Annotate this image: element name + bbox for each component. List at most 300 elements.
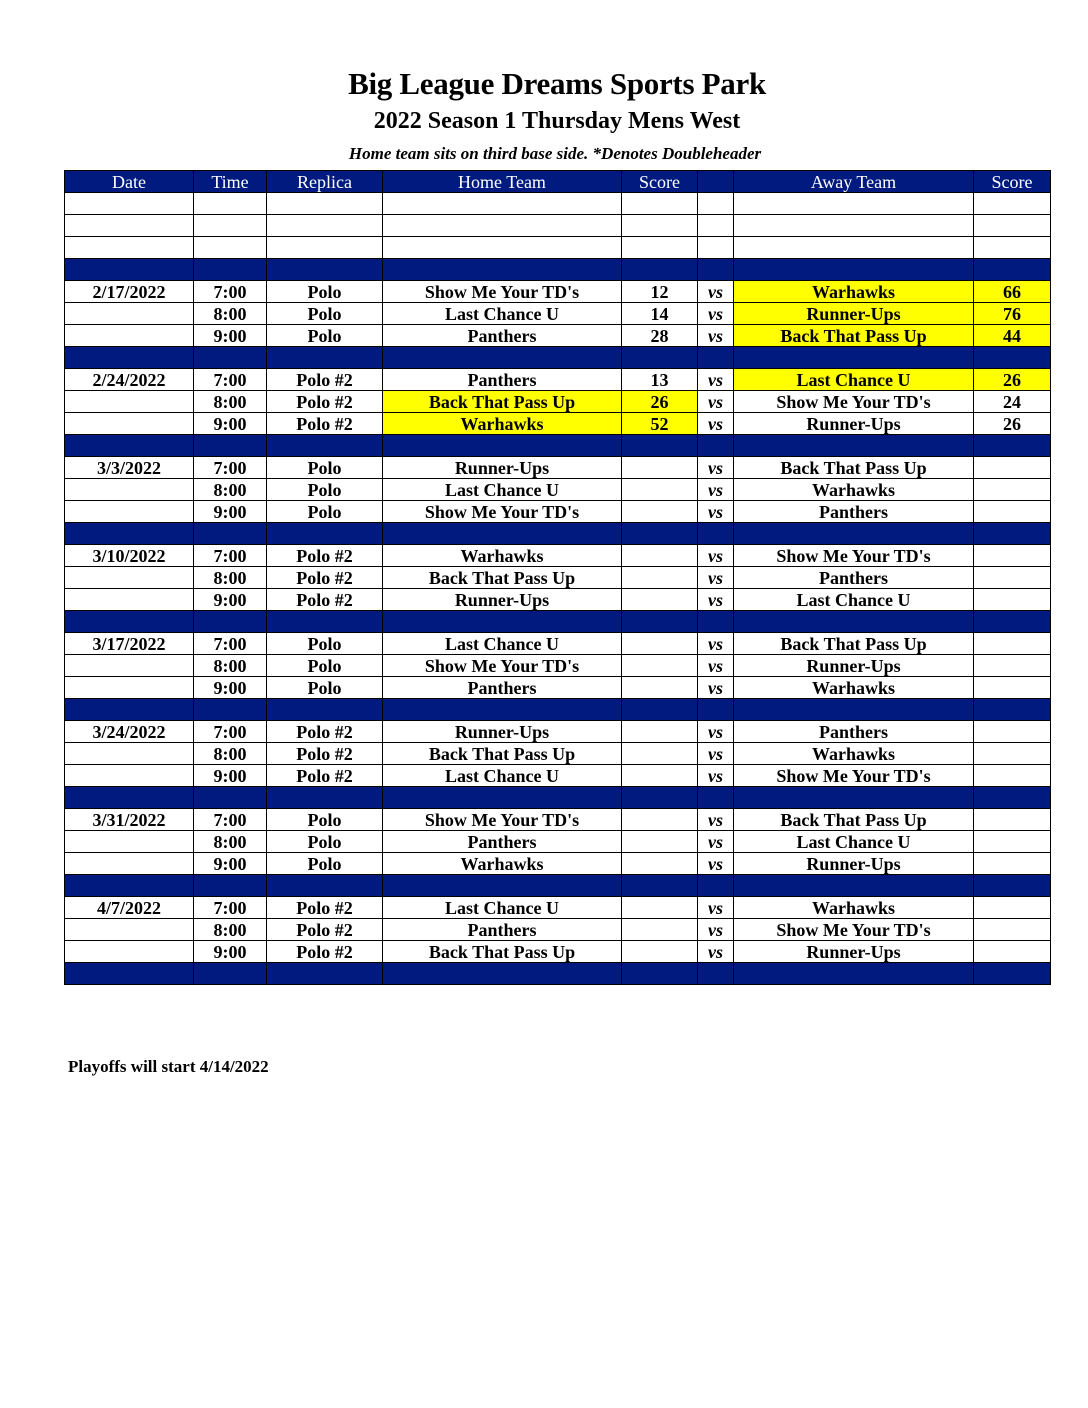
time-cell: 8:00 bbox=[194, 655, 267, 677]
vs-cell: vs bbox=[698, 721, 734, 743]
date-cell bbox=[65, 875, 194, 897]
column-header-date: Date bbox=[65, 171, 194, 193]
game-row bbox=[65, 413, 1051, 435]
time-cell bbox=[194, 963, 267, 985]
home-team-cell: Panthers bbox=[383, 677, 622, 699]
time-cell: 9:00 bbox=[194, 589, 267, 611]
separator-row bbox=[65, 787, 1051, 809]
time-cell: 7:00 bbox=[194, 809, 267, 831]
replica-cell: Polo bbox=[267, 281, 383, 303]
away-team-cell: Back That Pass Up bbox=[734, 325, 974, 347]
date-cell bbox=[65, 941, 194, 963]
date-cell bbox=[65, 193, 194, 215]
time-cell: 7:00 bbox=[194, 897, 267, 919]
away-score-cell: 24 bbox=[974, 391, 1051, 413]
home-team-cell: Runner-Ups bbox=[383, 589, 622, 611]
home-score-cell: 28 bbox=[622, 325, 698, 347]
home-team-cell: Show Me Your TD's bbox=[383, 281, 622, 303]
vs-cell: vs bbox=[698, 633, 734, 655]
date-cell bbox=[65, 589, 194, 611]
replica-cell: Polo bbox=[267, 479, 383, 501]
home-team-cell bbox=[383, 215, 622, 237]
game-row bbox=[65, 677, 1051, 699]
vs-cell: vs bbox=[698, 809, 734, 831]
game-row bbox=[65, 545, 1051, 567]
vs-cell bbox=[698, 259, 734, 281]
vs-cell: vs bbox=[698, 765, 734, 787]
home-team-cell: Last Chance U bbox=[383, 897, 622, 919]
away-score-cell bbox=[974, 479, 1051, 501]
home-score-cell bbox=[622, 831, 698, 853]
away-score-cell bbox=[974, 259, 1051, 281]
home-score-cell bbox=[622, 479, 698, 501]
away-team-cell: Runner-Ups bbox=[734, 413, 974, 435]
time-cell: 9:00 bbox=[194, 853, 267, 875]
game-row bbox=[65, 589, 1051, 611]
away-team-cell: Panthers bbox=[734, 567, 974, 589]
home-score-cell bbox=[622, 787, 698, 809]
away-score-cell bbox=[974, 787, 1051, 809]
time-cell bbox=[194, 259, 267, 281]
replica-cell bbox=[267, 435, 383, 457]
away-team-cell: Warhawks bbox=[734, 479, 974, 501]
away-score-cell bbox=[974, 743, 1051, 765]
home-score-cell bbox=[622, 457, 698, 479]
date-cell: 3/31/2022 bbox=[65, 809, 194, 831]
separator-row bbox=[65, 875, 1051, 897]
home-team-cell bbox=[383, 699, 622, 721]
time-cell: 8:00 bbox=[194, 919, 267, 941]
date-cell bbox=[65, 963, 194, 985]
home-team-cell bbox=[383, 237, 622, 259]
away-score-cell bbox=[974, 941, 1051, 963]
away-score-cell bbox=[974, 919, 1051, 941]
home-score-cell bbox=[622, 347, 698, 369]
vs-cell: vs bbox=[698, 567, 734, 589]
schedule-note: Home team sits on third base side. *Denotes Doubleheader bbox=[348, 144, 762, 163]
game-row bbox=[65, 391, 1051, 413]
vs-cell: vs bbox=[698, 281, 734, 303]
vs-cell: vs bbox=[698, 831, 734, 853]
away-team-cell: Last Chance U bbox=[734, 589, 974, 611]
vs-cell: vs bbox=[698, 743, 734, 765]
date-cell bbox=[65, 479, 194, 501]
replica-cell bbox=[267, 787, 383, 809]
home-score-cell bbox=[622, 545, 698, 567]
time-cell bbox=[194, 435, 267, 457]
vs-cell bbox=[698, 875, 734, 897]
home-score-cell bbox=[622, 809, 698, 831]
home-score-cell bbox=[622, 259, 698, 281]
home-score-cell bbox=[622, 853, 698, 875]
away-score-cell bbox=[974, 963, 1051, 985]
away-team-cell bbox=[734, 611, 974, 633]
replica-cell: Polo #2 bbox=[267, 589, 383, 611]
time-cell: 7:00 bbox=[194, 457, 267, 479]
date-cell bbox=[65, 413, 194, 435]
time-cell: 9:00 bbox=[194, 765, 267, 787]
home-score-cell bbox=[622, 237, 698, 259]
date-cell bbox=[65, 699, 194, 721]
home-team-cell: Panthers bbox=[383, 325, 622, 347]
replica-cell: Polo #2 bbox=[267, 765, 383, 787]
home-team-cell: Back That Pass Up bbox=[383, 941, 622, 963]
vs-cell: vs bbox=[698, 853, 734, 875]
away-team-cell bbox=[734, 215, 974, 237]
time-cell bbox=[194, 347, 267, 369]
replica-cell: Polo #2 bbox=[267, 567, 383, 589]
away-team-cell bbox=[734, 787, 974, 809]
away-score-cell: 26 bbox=[974, 413, 1051, 435]
away-score-cell: 26 bbox=[974, 369, 1051, 391]
replica-cell: Polo bbox=[267, 325, 383, 347]
column-header-home-team: Home Team bbox=[383, 171, 622, 193]
date-cell bbox=[65, 501, 194, 523]
replica-cell: Polo #2 bbox=[267, 743, 383, 765]
time-cell: 9:00 bbox=[194, 501, 267, 523]
replica-cell bbox=[267, 237, 383, 259]
away-score-cell bbox=[974, 589, 1051, 611]
schedule-body bbox=[65, 193, 1051, 985]
away-team-cell: Panthers bbox=[734, 721, 974, 743]
home-team-cell bbox=[383, 435, 622, 457]
date-cell: 2/17/2022 bbox=[65, 281, 194, 303]
home-team-cell: Last Chance U bbox=[383, 479, 622, 501]
away-score-cell bbox=[974, 501, 1051, 523]
game-row bbox=[65, 479, 1051, 501]
vs-cell: vs bbox=[698, 941, 734, 963]
time-cell bbox=[194, 237, 267, 259]
replica-cell: Polo bbox=[267, 831, 383, 853]
date-cell bbox=[65, 237, 194, 259]
blank-row bbox=[65, 215, 1051, 237]
date-cell bbox=[65, 303, 194, 325]
away-team-cell: Warhawks bbox=[734, 743, 974, 765]
game-row bbox=[65, 941, 1051, 963]
home-score-cell bbox=[622, 589, 698, 611]
blank-row bbox=[65, 237, 1051, 259]
home-team-cell bbox=[383, 787, 622, 809]
column-header-replica: Replica bbox=[267, 171, 383, 193]
playoffs-note: Playoffs will start 4/14/2022 bbox=[68, 1057, 269, 1076]
home-score-cell bbox=[622, 963, 698, 985]
date-cell bbox=[65, 611, 194, 633]
away-score-cell: 76 bbox=[974, 303, 1051, 325]
away-score-cell bbox=[974, 545, 1051, 567]
time-cell: 8:00 bbox=[194, 303, 267, 325]
home-score-cell: 13 bbox=[622, 369, 698, 391]
date-cell bbox=[65, 919, 194, 941]
date-cell: 3/17/2022 bbox=[65, 633, 194, 655]
game-row bbox=[65, 369, 1051, 391]
separator-row bbox=[65, 259, 1051, 281]
away-score-cell bbox=[974, 193, 1051, 215]
home-team-cell: Last Chance U bbox=[383, 303, 622, 325]
home-score-cell bbox=[622, 743, 698, 765]
date-cell bbox=[65, 787, 194, 809]
time-cell: 8:00 bbox=[194, 831, 267, 853]
away-team-cell: Back That Pass Up bbox=[734, 633, 974, 655]
game-row bbox=[65, 501, 1051, 523]
home-team-cell: Runner-Ups bbox=[383, 457, 622, 479]
separator-row bbox=[65, 699, 1051, 721]
home-score-cell bbox=[622, 193, 698, 215]
game-row bbox=[65, 743, 1051, 765]
game-row bbox=[65, 325, 1051, 347]
replica-cell bbox=[267, 215, 383, 237]
home-score-cell bbox=[622, 721, 698, 743]
away-score-cell bbox=[974, 677, 1051, 699]
replica-cell bbox=[267, 193, 383, 215]
away-score-cell bbox=[974, 567, 1051, 589]
vs-cell: vs bbox=[698, 391, 734, 413]
date-cell bbox=[65, 259, 194, 281]
away-team-cell: Panthers bbox=[734, 501, 974, 523]
away-team-cell: Back That Pass Up bbox=[734, 457, 974, 479]
replica-cell: Polo bbox=[267, 677, 383, 699]
column-header-vs bbox=[698, 171, 734, 193]
away-score-cell bbox=[974, 831, 1051, 853]
time-cell: 7:00 bbox=[194, 281, 267, 303]
time-cell: 8:00 bbox=[194, 743, 267, 765]
away-score-cell bbox=[974, 457, 1051, 479]
replica-cell bbox=[267, 875, 383, 897]
vs-cell: vs bbox=[698, 501, 734, 523]
away-team-cell: Runner-Ups bbox=[734, 853, 974, 875]
home-score-cell: 14 bbox=[622, 303, 698, 325]
away-team-cell: Show Me Your TD's bbox=[734, 919, 974, 941]
replica-cell: Polo #2 bbox=[267, 391, 383, 413]
away-team-cell: Last Chance U bbox=[734, 369, 974, 391]
separator-row bbox=[65, 347, 1051, 369]
date-cell: 3/3/2022 bbox=[65, 457, 194, 479]
vs-cell bbox=[698, 611, 734, 633]
game-row bbox=[65, 853, 1051, 875]
vs-cell bbox=[698, 347, 734, 369]
replica-cell: Polo #2 bbox=[267, 919, 383, 941]
game-row bbox=[65, 831, 1051, 853]
schedule-table bbox=[64, 170, 1051, 985]
replica-cell: Polo bbox=[267, 633, 383, 655]
replica-cell: Polo bbox=[267, 303, 383, 325]
date-cell bbox=[65, 215, 194, 237]
separator-row bbox=[65, 963, 1051, 985]
date-cell bbox=[65, 567, 194, 589]
home-team-cell bbox=[383, 347, 622, 369]
time-cell: 9:00 bbox=[194, 325, 267, 347]
home-team-cell: Show Me Your TD's bbox=[383, 655, 622, 677]
home-team-cell: Panthers bbox=[383, 919, 622, 941]
date-cell: 4/7/2022 bbox=[65, 897, 194, 919]
away-team-cell: Show Me Your TD's bbox=[734, 765, 974, 787]
game-row bbox=[65, 721, 1051, 743]
home-score-cell bbox=[622, 611, 698, 633]
date-cell bbox=[65, 677, 194, 699]
home-team-cell bbox=[383, 193, 622, 215]
away-team-cell: Back That Pass Up bbox=[734, 809, 974, 831]
page-title: Big League Dreams Sports Park bbox=[348, 66, 766, 101]
home-team-cell bbox=[383, 523, 622, 545]
game-row bbox=[65, 919, 1051, 941]
game-row bbox=[65, 765, 1051, 787]
time-cell bbox=[194, 215, 267, 237]
replica-cell: Polo #2 bbox=[267, 369, 383, 391]
home-team-cell: Warhawks bbox=[383, 853, 622, 875]
vs-cell bbox=[698, 193, 734, 215]
time-cell: 9:00 bbox=[194, 413, 267, 435]
home-score-cell bbox=[622, 435, 698, 457]
home-team-cell bbox=[383, 875, 622, 897]
replica-cell: Polo #2 bbox=[267, 413, 383, 435]
away-score-cell bbox=[974, 853, 1051, 875]
replica-cell bbox=[267, 611, 383, 633]
away-team-cell: Warhawks bbox=[734, 281, 974, 303]
column-header-home-score: Score bbox=[622, 171, 698, 193]
game-row bbox=[65, 281, 1051, 303]
home-score-cell bbox=[622, 567, 698, 589]
separator-row bbox=[65, 435, 1051, 457]
home-score-cell bbox=[622, 523, 698, 545]
date-cell bbox=[65, 325, 194, 347]
away-team-cell bbox=[734, 875, 974, 897]
replica-cell: Polo bbox=[267, 501, 383, 523]
date-cell bbox=[65, 853, 194, 875]
time-cell bbox=[194, 699, 267, 721]
date-cell: 2/24/2022 bbox=[65, 369, 194, 391]
time-cell bbox=[194, 611, 267, 633]
home-score-cell bbox=[622, 677, 698, 699]
header-row bbox=[65, 171, 1051, 193]
home-team-cell: Show Me Your TD's bbox=[383, 501, 622, 523]
away-team-cell bbox=[734, 699, 974, 721]
away-score-cell bbox=[974, 699, 1051, 721]
column-header-time: Time bbox=[194, 171, 267, 193]
vs-cell: vs bbox=[698, 655, 734, 677]
vs-cell: vs bbox=[698, 325, 734, 347]
vs-cell: vs bbox=[698, 677, 734, 699]
home-team-cell bbox=[383, 963, 622, 985]
replica-cell: Polo #2 bbox=[267, 545, 383, 567]
time-cell bbox=[194, 875, 267, 897]
home-score-cell bbox=[622, 765, 698, 787]
time-cell: 7:00 bbox=[194, 369, 267, 391]
vs-cell bbox=[698, 523, 734, 545]
away-team-cell: Warhawks bbox=[734, 677, 974, 699]
home-score-cell: 52 bbox=[622, 413, 698, 435]
away-score-cell: 44 bbox=[974, 325, 1051, 347]
time-cell bbox=[194, 787, 267, 809]
vs-cell bbox=[698, 215, 734, 237]
away-team-cell bbox=[734, 237, 974, 259]
replica-cell bbox=[267, 347, 383, 369]
away-team-cell bbox=[734, 435, 974, 457]
time-cell bbox=[194, 193, 267, 215]
replica-cell bbox=[267, 963, 383, 985]
date-cell: 3/24/2022 bbox=[65, 721, 194, 743]
page-subtitle: 2022 Season 1 Thursday Mens West bbox=[373, 108, 741, 134]
vs-cell: vs bbox=[698, 369, 734, 391]
away-score-cell bbox=[974, 633, 1051, 655]
home-score-cell bbox=[622, 501, 698, 523]
home-team-cell: Runner-Ups bbox=[383, 721, 622, 743]
home-score-cell bbox=[622, 897, 698, 919]
time-cell: 7:00 bbox=[194, 721, 267, 743]
vs-cell: vs bbox=[698, 479, 734, 501]
home-score-cell bbox=[622, 655, 698, 677]
home-score-cell bbox=[622, 215, 698, 237]
game-row bbox=[65, 303, 1051, 325]
date-cell bbox=[65, 655, 194, 677]
game-row bbox=[65, 655, 1051, 677]
away-score-cell bbox=[974, 347, 1051, 369]
time-cell: 7:00 bbox=[194, 633, 267, 655]
vs-cell bbox=[698, 787, 734, 809]
replica-cell bbox=[267, 699, 383, 721]
away-team-cell bbox=[734, 963, 974, 985]
replica-cell: Polo #2 bbox=[267, 897, 383, 919]
vs-cell: vs bbox=[698, 457, 734, 479]
away-score-cell bbox=[974, 721, 1051, 743]
date-cell bbox=[65, 765, 194, 787]
away-team-cell: Warhawks bbox=[734, 897, 974, 919]
away-team-cell bbox=[734, 523, 974, 545]
home-score-cell bbox=[622, 699, 698, 721]
vs-cell bbox=[698, 699, 734, 721]
game-row bbox=[65, 897, 1051, 919]
away-score-cell bbox=[974, 435, 1051, 457]
home-score-cell bbox=[622, 919, 698, 941]
date-cell bbox=[65, 391, 194, 413]
replica-cell bbox=[267, 523, 383, 545]
game-row bbox=[65, 633, 1051, 655]
home-team-cell: Show Me Your TD's bbox=[383, 809, 622, 831]
away-team-cell: Show Me Your TD's bbox=[734, 391, 974, 413]
away-score-cell bbox=[974, 655, 1051, 677]
home-team-cell: Panthers bbox=[383, 369, 622, 391]
date-cell bbox=[65, 435, 194, 457]
time-cell: 8:00 bbox=[194, 391, 267, 413]
away-score-cell bbox=[974, 765, 1051, 787]
time-cell: 9:00 bbox=[194, 677, 267, 699]
separator-row bbox=[65, 523, 1051, 545]
date-cell bbox=[65, 347, 194, 369]
time-cell: 8:00 bbox=[194, 567, 267, 589]
vs-cell bbox=[698, 237, 734, 259]
home-team-cell bbox=[383, 259, 622, 281]
date-cell: 3/10/2022 bbox=[65, 545, 194, 567]
blank-row bbox=[65, 193, 1051, 215]
replica-cell: Polo #2 bbox=[267, 721, 383, 743]
away-score-cell bbox=[974, 523, 1051, 545]
time-cell bbox=[194, 523, 267, 545]
vs-cell: vs bbox=[698, 919, 734, 941]
date-cell bbox=[65, 831, 194, 853]
home-score-cell bbox=[622, 941, 698, 963]
home-team-cell: Panthers bbox=[383, 831, 622, 853]
away-team-cell: Last Chance U bbox=[734, 831, 974, 853]
column-header-away-team: Away Team bbox=[734, 171, 974, 193]
home-team-cell bbox=[383, 611, 622, 633]
home-team-cell: Back That Pass Up bbox=[383, 743, 622, 765]
away-score-cell bbox=[974, 897, 1051, 919]
home-team-cell: Back That Pass Up bbox=[383, 391, 622, 413]
replica-cell: Polo bbox=[267, 809, 383, 831]
away-team-cell bbox=[734, 193, 974, 215]
home-score-cell bbox=[622, 875, 698, 897]
home-score-cell bbox=[622, 633, 698, 655]
home-score-cell: 12 bbox=[622, 281, 698, 303]
date-cell bbox=[65, 523, 194, 545]
